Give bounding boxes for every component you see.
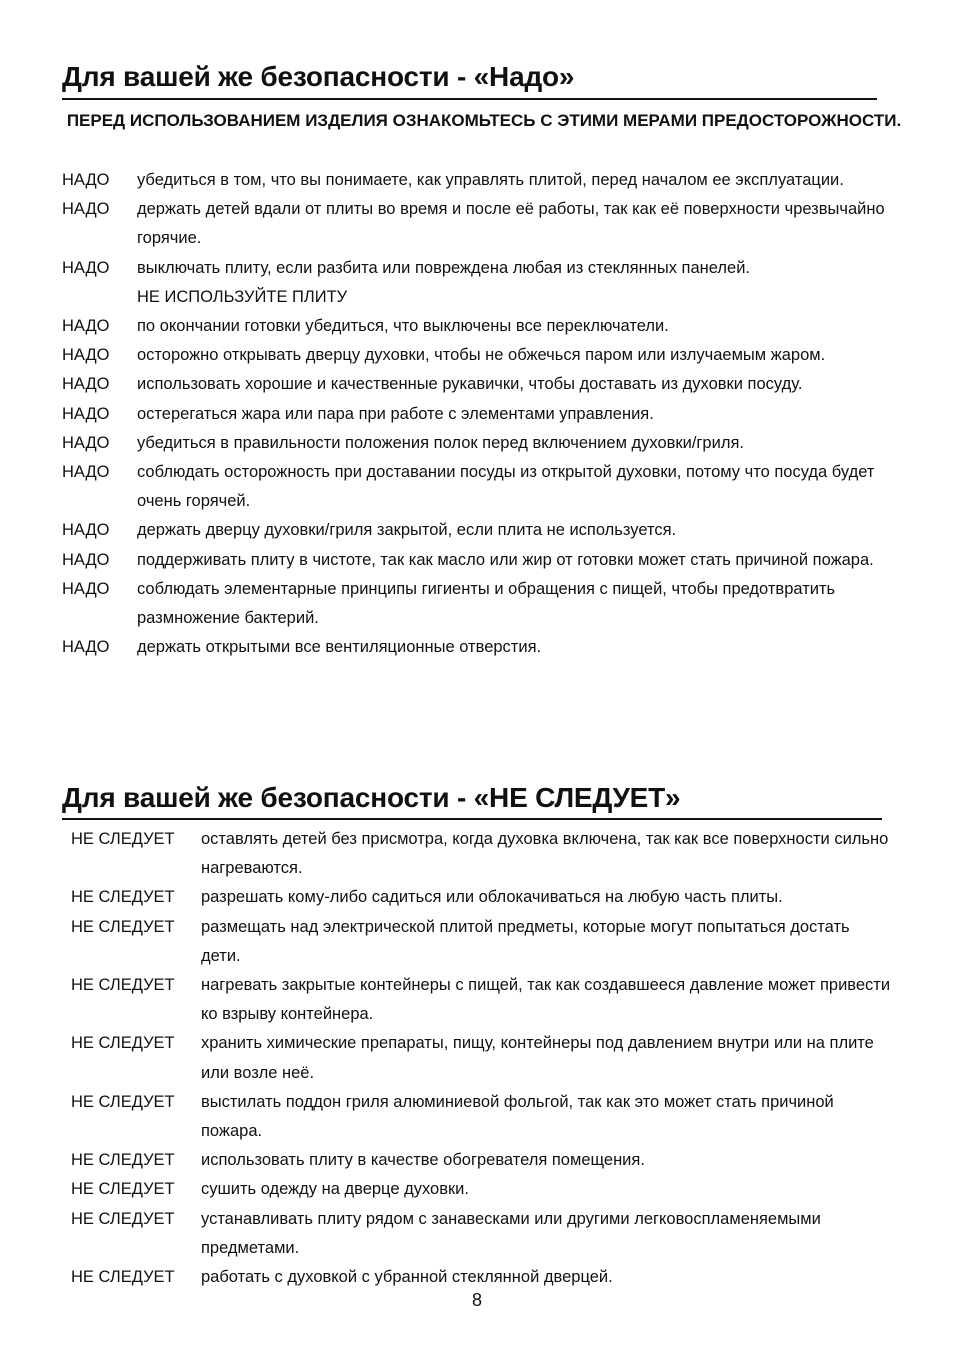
dont-text: хранить химические препараты, пищу, контейнеры под давлением внутри или на плите или возле неё. (201, 1034, 874, 1082)
do-item (62, 546, 910, 575)
do-label: НАДО (62, 463, 110, 482)
do-item (62, 312, 910, 341)
do-note: НЕ ИСПОЛЬЗУЙТЕ ПЛИТУ (137, 287, 348, 306)
dont-list (71, 825, 891, 1292)
do-item (62, 429, 910, 458)
dont-item (71, 1175, 891, 1204)
dont-label: НЕ СЛЕДУЕТ (71, 1180, 175, 1199)
dont-text: использовать плиту в качестве обогревателя помещения. (201, 1151, 645, 1170)
dont-text: оставлять детей без присмотра, когда духовка включена, так как все поверхности сильно нагреваются. (201, 830, 889, 878)
dont-text: выстилать поддон гриля алюминиевой фольгой, так как это может стать причиной пожара. (201, 1092, 834, 1141)
do-text-block (137, 254, 910, 312)
dont-item (71, 1146, 891, 1175)
do-item (62, 370, 910, 399)
dont-text: нагревать закрытые контейнеры с пищей, так как создавшееся давление может привести ко взрыву контейнера. (201, 976, 891, 1024)
do-section-title: Для вашей же безопасности - «Надо» (62, 61, 575, 92)
do-text: держать открытыми все вентиляционные отверстия. (137, 638, 542, 657)
do-text: держать дверцу духовки/гриля закрытой, если плита не используется. (137, 521, 677, 540)
do-item (62, 254, 910, 312)
do-item (62, 575, 910, 633)
dont-label: НЕ СЛЕДУЕТ (71, 830, 175, 848)
do-text: соблюдать элементарные принципы гигиенты и обращения с пищей, чтобы предотвратить размножение бактерий. (137, 579, 836, 628)
dont-label: НЕ СЛЕДУЕТ (71, 917, 175, 936)
dont-label: НЕ СЛЕДУЕТ (71, 1034, 175, 1053)
do-label: НАДО (62, 346, 110, 365)
dont-item (71, 1029, 891, 1087)
do-list (62, 166, 910, 662)
dont-label: НЕ СЛЕДУЕТ (71, 888, 175, 907)
dont-text: работать с духовкой с убранной стеклянной дверцей. (201, 1268, 613, 1287)
dont-item (71, 1088, 891, 1146)
dont-text: разрешать кому-либо садиться или облокачиваться на любую часть плиты. (201, 888, 783, 907)
do-item (62, 195, 910, 253)
do-item (62, 166, 910, 195)
do-item (62, 633, 910, 662)
dont-label: НЕ СЛЕДУЕТ (71, 1209, 175, 1228)
dont-section-rule (62, 818, 882, 820)
do-label: НАДО (62, 638, 110, 657)
do-text: осторожно открывать дверцу духовки, чтобы не обжечься паром или излучаемым жаром. (137, 346, 826, 365)
dont-item (71, 825, 891, 883)
do-text: держать детей вдали от плиты во время и после её работы, так как её поверхности чрезвычайно горячие. (137, 200, 885, 248)
do-text: убедиться в правильности положения полок перед включением духовки/гриля. (137, 433, 744, 452)
do-label: НАДО (62, 521, 110, 540)
do-item (62, 516, 910, 545)
do-label: НАДО (62, 550, 110, 569)
dont-label: НЕ СЛЕДУЕТ (71, 1268, 175, 1287)
do-label: НАДО (62, 404, 110, 423)
dont-item (71, 971, 891, 1029)
dont-section-title: Для вашей же безопасности - «НЕ СЛЕДУЕТ» (62, 782, 681, 813)
dont-item (71, 883, 891, 912)
do-item (62, 341, 910, 370)
do-label: НАДО (62, 171, 110, 189)
do-label: НАДО (62, 579, 110, 598)
do-section-rule (62, 98, 877, 100)
do-item (62, 458, 910, 516)
do-text: убедиться в том, что вы понимаете, как управлять плитой, перед началом ее эксплуатации. (137, 171, 844, 189)
do-item (62, 400, 910, 429)
dont-text: устанавливать плиту рядом с занавесками или другими легковоспламеняемыми предметами. (201, 1209, 821, 1257)
do-label: НАДО (62, 258, 110, 277)
do-text: выключать плиту, если разбита или повреждена любая из стеклянных панелей. (137, 258, 750, 277)
dont-text: сушить одежду на дверце духовки. (201, 1180, 469, 1199)
do-text: соблюдать осторожность при доставании посуды из открытой духовки, потому что посуда будет очень горячей. (137, 463, 875, 511)
do-text: остерегаться жара или пара при работе с элементами управления. (137, 404, 654, 423)
dont-item (71, 1205, 891, 1263)
do-label: НАДО (62, 375, 110, 394)
dont-item (71, 1263, 891, 1292)
dont-text: размещать над электрической плитой предметы, которые могут попытаться достать дети. (201, 917, 850, 965)
do-text: по окончании готовки убедиться, что выключены все переключатели. (137, 317, 669, 336)
do-text: использовать хорошие и качественные рукавички, чтобы доставать из духовки посуду. (137, 375, 803, 394)
dont-item (71, 913, 891, 971)
do-label: НАДО (62, 200, 110, 219)
dont-label: НЕ СЛЕДУЕТ (71, 1092, 175, 1111)
do-text: поддерживать плиту в чистоте, так как масло или жир от готовки может стать причиной пожара. (137, 550, 874, 569)
dont-label: НЕ СЛЕДУЕТ (71, 1151, 175, 1170)
do-section-intro: ПЕРЕД ИСПОЛЬЗОВАНИЕМ ИЗДЕЛИЯ ОЗНАКОМЬТЕСЬ С ЭТИМИ МЕРАМИ ПРЕДОСТОРОЖНОСТИ. (66, 111, 902, 130)
page-number: 8 (471, 1290, 482, 1310)
dont-label: НЕ СЛЕДУЕТ (71, 976, 175, 995)
do-label: НАДО (62, 433, 110, 452)
do-label: НАДО (62, 317, 110, 336)
